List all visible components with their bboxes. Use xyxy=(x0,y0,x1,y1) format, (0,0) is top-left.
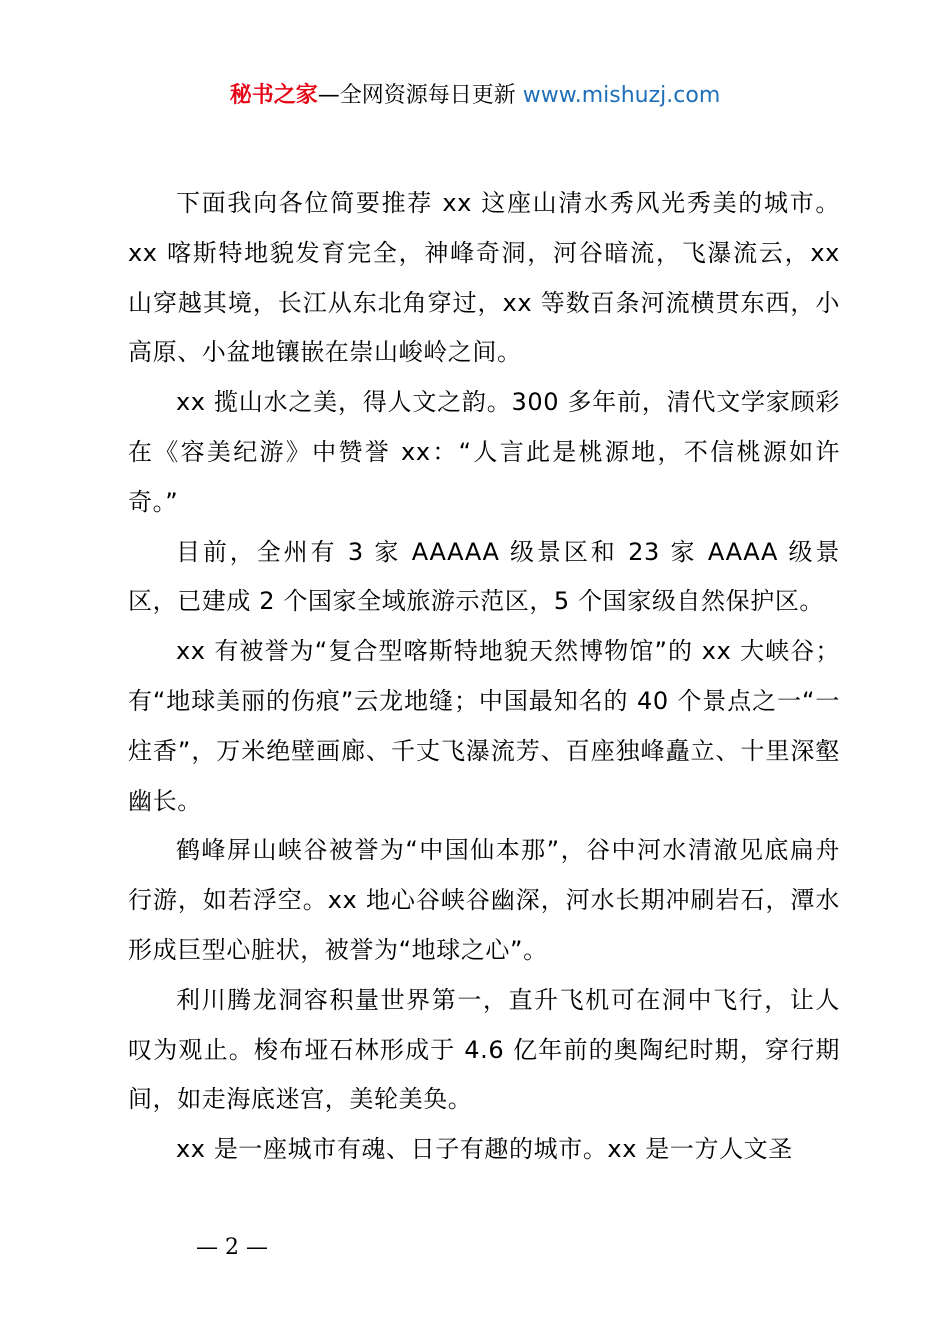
paragraph: 目前，全州有 3 家 AAAAA 级景区和 23 家 AAAA 级景区，已建成 2 个国家全域旅游示范区，5 个国家级自然保护区。 xyxy=(128,537,840,616)
site-url-link[interactable]: www.mishuzj.com xyxy=(522,83,721,108)
paragraph: xx 是一座城市有魂、日子有趣的城市。xx 是一方人文圣 xyxy=(176,1135,793,1164)
paragraph: 下面我向各位简要推荐 xx 这座山清水秀风光秀美的城市。xx 喀斯特地貌发育完全，神峰奇洞，河谷暗流，飞瀑流云，xx 山穿越其境，长江从东北角穿过，xx 等数百条河流横贯东西，小高原、小盆地镶嵌在崇山峻岭之间。 xyxy=(128,189,840,367)
page-number: — 2 — xyxy=(196,1235,268,1260)
paragraph: 鹤峰屏山峡谷被誉为“中国仙本那”，谷中河水清澈见底扁舟行游，如若浮空。xx 地心谷峡谷幽深，河水长期冲刷岩石，潭水形成巨型心脏状，被誉为“地球之心”。 xyxy=(128,836,840,964)
document-body xyxy=(128,179,840,1175)
paragraph: xx 有被誉为“复合型喀斯特地貌天然博物馆”的 xx 大峡谷；有“地球美丽的伤痕”云龙地缝；中国最知名的 40 个景点之一“一炷香”，万米绝壁画廊、千丈飞瀑流芳、百座独峰矗立、十里深壑幽长。 xyxy=(128,637,840,815)
paragraph: 利川腾龙洞容积量世界第一，直升飞机可在洞中飞行，让人叹为观止。梭布垭石林形成于 4.6 亿年前的奥陶纪时期，穿行期间，如走海底迷宫，美轮美奂。 xyxy=(128,985,840,1114)
site-slogan: —全网资源每日更新 xyxy=(317,83,516,108)
site-header xyxy=(0,80,950,112)
paragraph: xx 揽山水之美，得人文之韵。300 多年前，清代文学家顾彩在《容美纪游》中赞誉 xx：“人言此是桃源地，不信桃源如许奇。” xyxy=(128,388,840,516)
site-brand: 秘书之家 xyxy=(229,83,318,108)
